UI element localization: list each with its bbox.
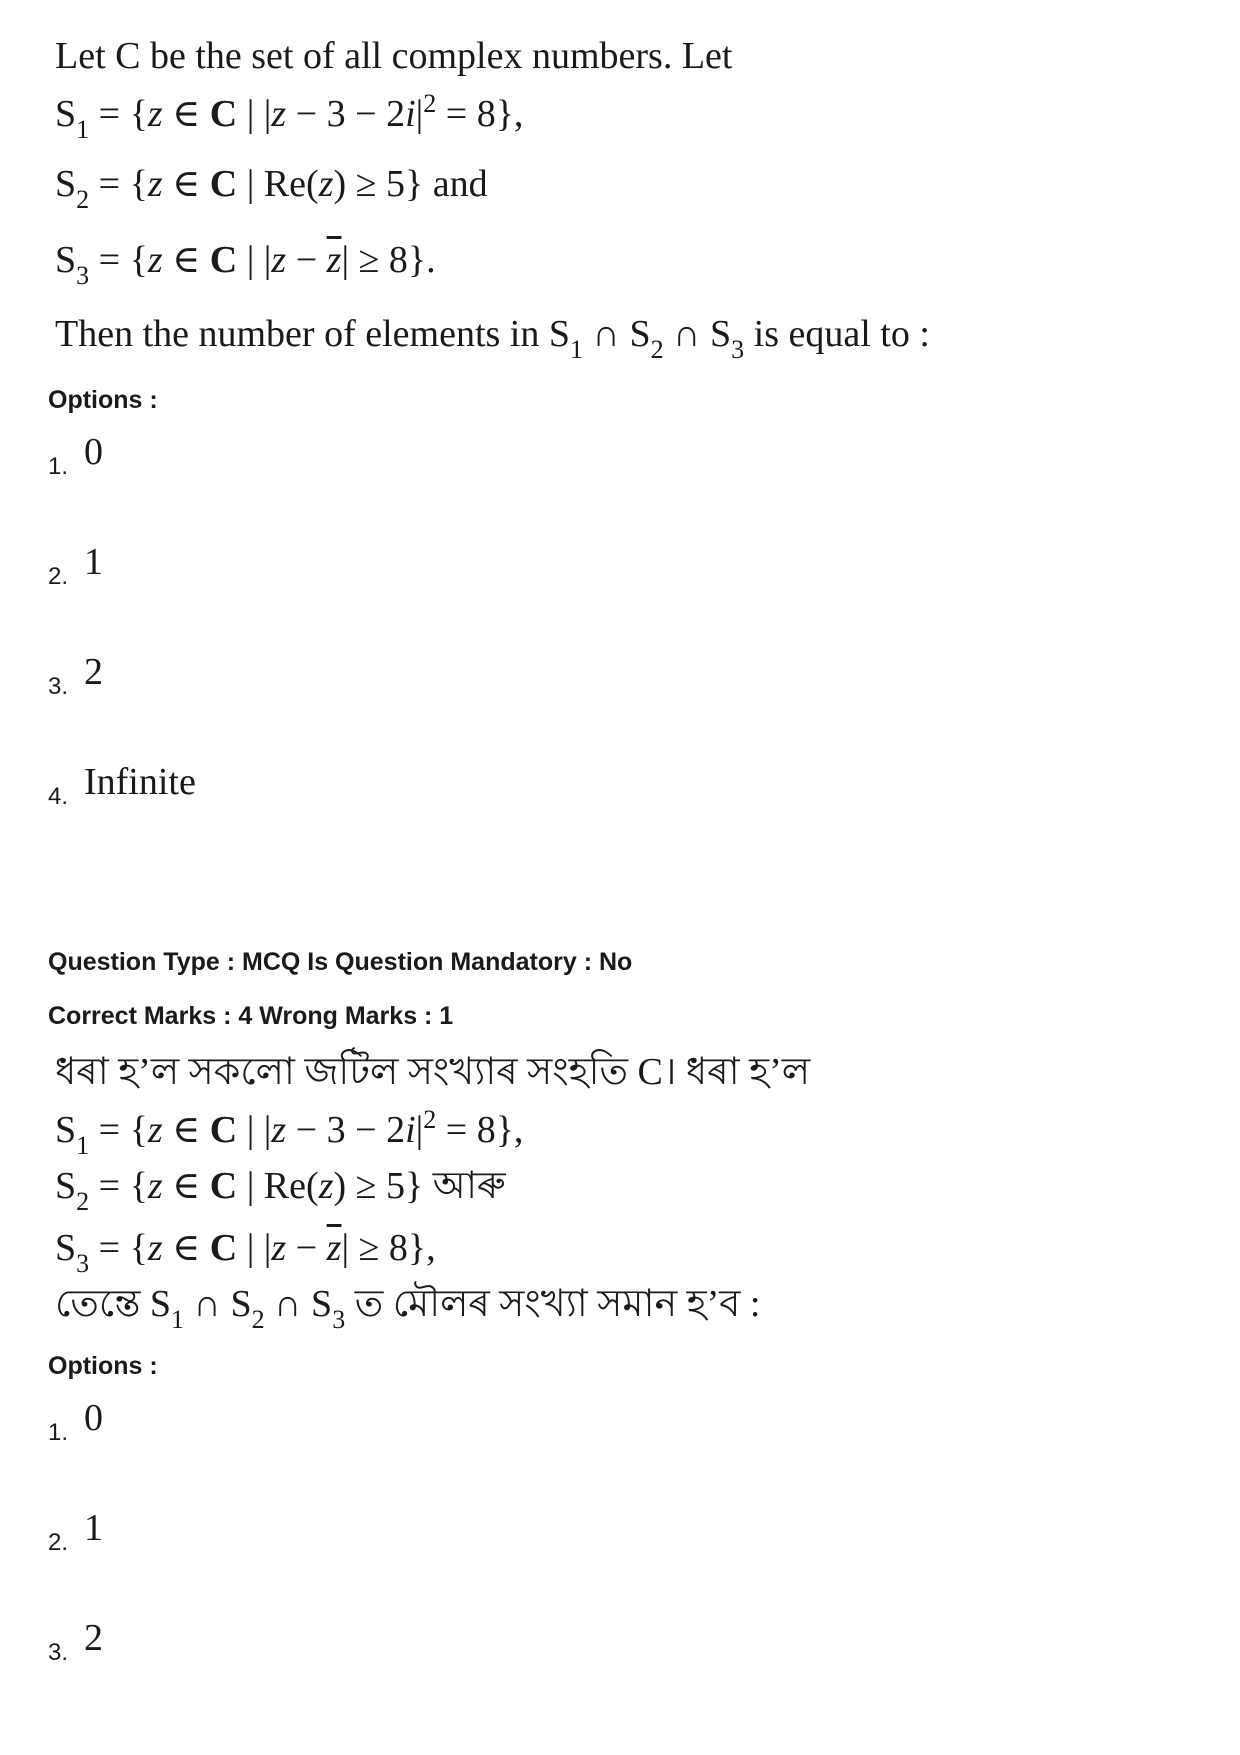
option-number: 1. <box>48 1419 69 1446</box>
options-heading-en: Options : <box>48 386 158 414</box>
option-2-en[interactable] <box>48 540 103 591</box>
question-intro-en: Let C be the set of all complex numbers. Let <box>55 35 733 77</box>
option-value: 2 <box>84 1617 103 1659</box>
option-number: 4. <box>48 783 69 810</box>
option-number: 3. <box>48 1639 69 1666</box>
set-s1-en: $S_1 = \{z$ ∈ C | $|z - 3 - 2i|^2 = 8$}, <box>55 89 524 144</box>
option-2-as[interactable] <box>48 1506 103 1557</box>
options-heading-as: Options : <box>48 1352 158 1380</box>
option-1-as[interactable] <box>48 1396 103 1447</box>
option-3-as[interactable] <box>48 1616 103 1667</box>
option-number: 2. <box>48 1529 69 1556</box>
question-type-line: Question Type : MCQ Is Question Mandatory : No <box>48 948 633 976</box>
set-s2-en: $S_2 = \{z$ ∈ C | Re(z) ≥ 5} and <box>55 163 488 214</box>
set-s3-en: $S_3 = \{z$ ∈ C | $|z - \overline{z}| \ge 8$}. <box>55 239 436 290</box>
option-number: 2. <box>48 563 69 590</box>
marks-line: Correct Marks : 4 Wrong Marks : 1 <box>48 1002 454 1030</box>
set-s3-as: $S_3 = \{z$ ∈ C | $|z - \overline{z}| \ge 8$}, <box>55 1227 436 1278</box>
option-number: 1. <box>48 453 69 480</box>
option-1-en[interactable] <box>48 430 103 481</box>
option-value: 1 <box>84 1507 103 1549</box>
set-s2-as: $S_2 = \{z$ ∈ C | Re(z) ≥ 5} আৰু <box>55 1165 506 1216</box>
question-ask-as: তেন্তে $S_1$ ∩ $S_2$ ∩ $S_3$ ত মৌলৰ সংখ্যা সমান হ’ব : <box>55 1283 761 1334</box>
option-3-en[interactable] <box>48 650 103 701</box>
question-intro-as: ধৰা হ’ল সকলো জটিল সংখ্যাৰ সংহতি C। ধৰা হ’ল <box>55 1051 811 1093</box>
option-value: 2 <box>84 651 103 693</box>
option-value: 1 <box>84 541 103 583</box>
question-ask-en: Then the number of elements in $S_1$ ∩ $S_2$ ∩ $S_3$ is equal to : <box>55 313 930 364</box>
option-4-en[interactable] <box>48 760 196 811</box>
option-value: 0 <box>84 431 103 473</box>
option-value: Infinite <box>84 761 196 803</box>
option-value: 0 <box>84 1397 103 1439</box>
option-number: 3. <box>48 673 69 700</box>
set-s1-as: $S_1 = \{z$ ∈ C | $|z - 3 - 2i|^2 = 8$}, <box>55 1105 524 1160</box>
